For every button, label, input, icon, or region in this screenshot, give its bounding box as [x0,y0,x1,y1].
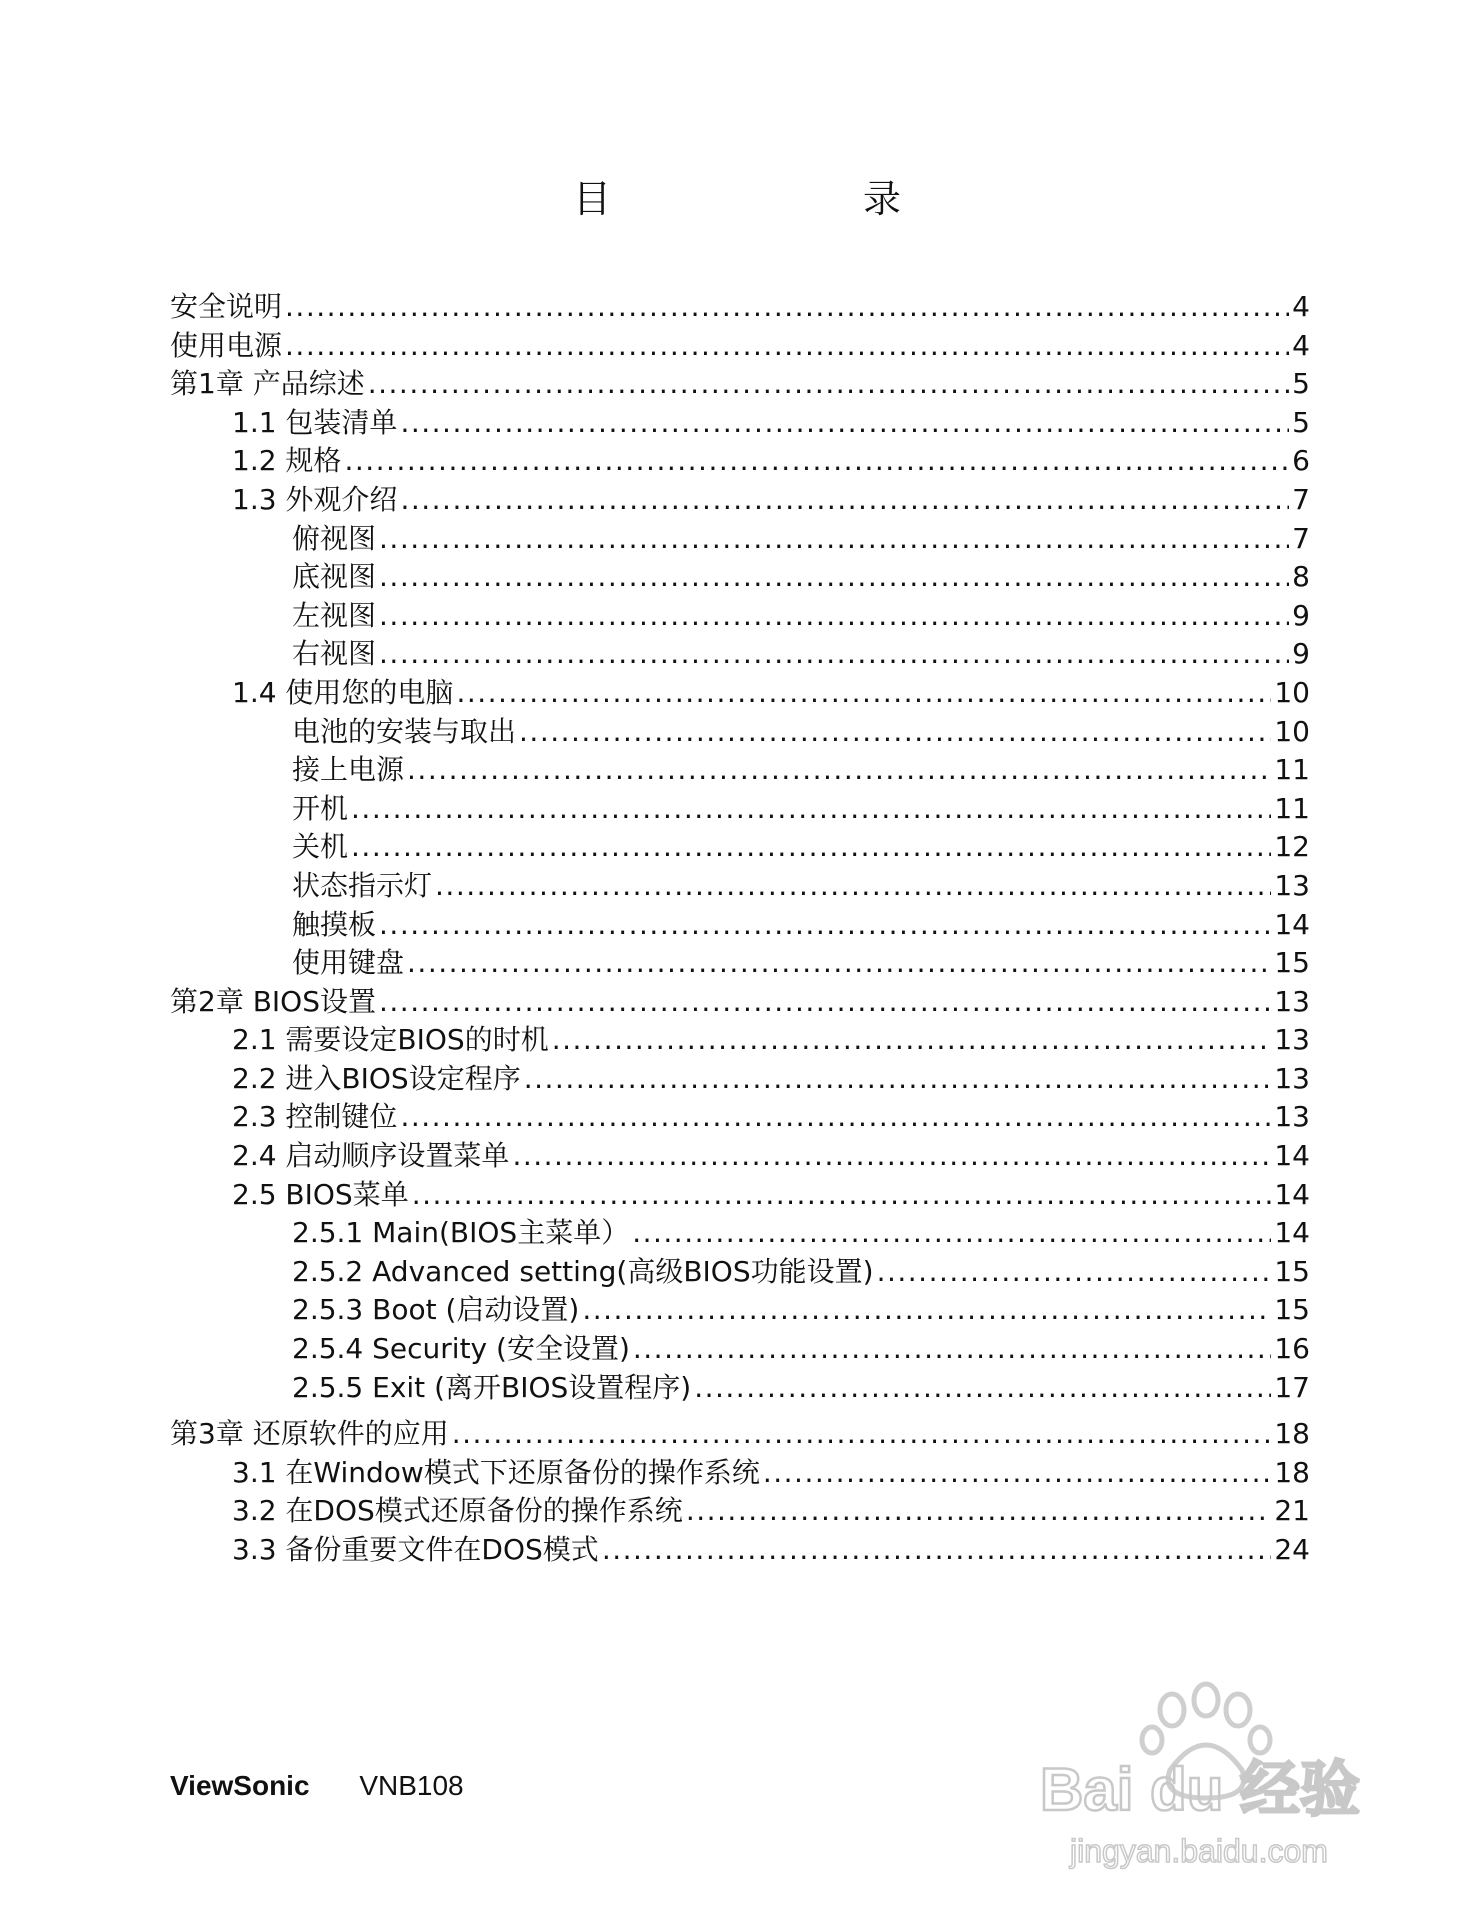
toc-page-number: 14 [1274,1177,1310,1211]
toc-dot-leader [519,713,1271,752]
toc-entry [170,635,1310,674]
toc-entry-title: 触摸板 [292,907,377,941]
toc-page-number: 4 [1292,290,1310,323]
toc-page-number: 15 [1274,1254,1310,1288]
toc-page-number: 7 [1292,482,1310,516]
toc-entry [170,674,1310,713]
toc-entry [170,1454,1310,1493]
toc-dot-leader [407,751,1271,790]
toc-page-number: 5 [1292,405,1310,439]
toc-entry [170,1291,1310,1330]
toc-entry [170,1214,1310,1253]
toc-dot-leader [412,1176,1272,1215]
toc-entry [170,1137,1310,1176]
toc-page-number: 8 [1292,560,1310,594]
toc-page-number: 5 [1292,367,1310,401]
toc-page-number: 17 [1274,1370,1310,1404]
toc-page-number: 15 [1274,1293,1310,1327]
toc-entry-title: 接上电源 [292,753,405,787]
toc-entry [170,404,1310,443]
toc-entry-title: 第3章 还原软件的应用 [170,1417,449,1451]
toc-entry [170,867,1310,906]
page-title: 目 录 [572,177,1022,221]
toc-dot-leader [285,288,1289,327]
toc-entry [170,1492,1310,1531]
toc-page-number: 21 [1274,1494,1310,1528]
footer-model: VNB108 [359,1770,464,1801]
toc-page-number: 6 [1292,444,1310,478]
toc-entry-title: 安全说明 [170,290,283,323]
toc-entry [170,1021,1310,1060]
toc-page-number: 16 [1274,1332,1310,1366]
toc-entry [170,713,1310,752]
toc-dot-leader [582,1291,1271,1330]
toc-dot-leader [379,597,1289,636]
toc-dot-leader [632,1214,1271,1253]
toc-entry [170,442,1310,481]
toc-page-number: 12 [1274,830,1310,864]
toc-dot-leader [524,1060,1272,1099]
toc-dot-leader [379,906,1271,945]
toc-entry [170,983,1310,1022]
footer-brand: ViewSonic [170,1770,310,1801]
toc-dot-leader [285,327,1289,366]
toc-page-number: 13 [1274,1023,1310,1057]
toc-entry [170,520,1310,559]
toc-entry [170,288,1310,327]
toc-entry-title: 2.3 控制键位 [232,1100,398,1134]
toc-entry-title: 2.5.4 Security (安全设置) [292,1332,630,1366]
toc-dot-leader [877,1253,1272,1292]
toc-dot-leader [400,481,1289,520]
table-of-contents [170,288,1310,1570]
toc-entry-title: 2.4 启动顺序设置菜单 [232,1139,510,1173]
toc-page-number: 14 [1274,1216,1310,1250]
toc-entry [170,1531,1310,1570]
toc-entry-title: 使用键盘 [292,946,405,980]
toc-entry-title: 状态指示灯 [292,868,433,902]
toc-entry [170,1253,1310,1292]
toc-dot-leader [351,790,1271,829]
toc-entry-title: 2.5.1 Main(BIOS主菜单） [292,1216,630,1250]
toc-entry [170,1098,1310,1137]
toc-entry-title: 俯视图 [292,521,377,555]
toc-dot-leader [686,1492,1272,1531]
baidu-jingyan-watermark-logo [1030,1680,1410,1880]
toc-page-number: 18 [1274,1455,1310,1489]
toc-dot-leader [400,1098,1271,1137]
toc-page-number: 11 [1274,791,1310,825]
toc-entry-title: 2.5.5 Exit (离开BIOS设置程序) [292,1370,692,1404]
toc-entry [170,1060,1310,1099]
toc-entry-title: 3.2 在DOS模式还原备份的操作系统 [232,1494,683,1528]
toc-dot-leader [763,1454,1272,1493]
toc-entry [170,1369,1310,1408]
toc-entry [170,1415,1310,1454]
toc-page-number: 14 [1274,907,1310,941]
toc-entry-title: 2.5.3 Boot (启动设置) [292,1293,580,1327]
toc-page-number: 24 [1274,1533,1310,1566]
toc-entry-title: 第1章 产品综述 [170,367,365,401]
toc-entry-title: 左视图 [292,598,377,632]
toc-page-number: 13 [1274,1100,1310,1134]
toc-dot-leader [512,1137,1271,1176]
toc-dot-leader [344,442,1289,481]
toc-entry-title: 2.2 进入BIOS设定程序 [232,1061,521,1095]
toc-entry-title: 3.3 备份重要文件在DOS模式 [232,1533,599,1566]
toc-page-number: 9 [1292,598,1310,632]
toc-page-number: 7 [1292,521,1310,555]
toc-entry-title: 2.5 BIOS菜单 [232,1177,409,1211]
toc-entry [170,944,1310,983]
toc-entry-title: 右视图 [292,637,377,671]
toc-dot-leader [456,674,1271,713]
toc-entry [170,481,1310,520]
watermark-url-text: jingyan.baidu.com [1070,1833,1328,1869]
toc-entry [170,558,1310,597]
toc-entry [170,828,1310,867]
toc-page-number: 13 [1274,868,1310,902]
toc-entry [170,597,1310,636]
toc-page-number: 11 [1274,753,1310,787]
toc-dot-leader [452,1415,1272,1454]
toc-entry [170,751,1310,790]
toc-page-number: 10 [1274,675,1310,709]
toc-dot-leader [694,1369,1271,1408]
toc-dot-leader [368,365,1289,404]
toc-page-number: 4 [1292,328,1310,362]
toc-entry [170,1176,1310,1215]
toc-page-number: 13 [1274,984,1310,1018]
toc-entry-title: 关机 [292,830,349,864]
toc-entry-title: 1.3 外观介绍 [232,482,398,516]
toc-page-number: 14 [1274,1139,1310,1173]
toc-page-number: 15 [1274,946,1310,980]
toc-entry-title: 3.1 在Window模式下还原备份的操作系统 [232,1455,760,1489]
toc-entry-title: 开机 [292,791,349,825]
toc-entry-title: 底视图 [292,560,377,594]
toc-dot-leader [379,558,1289,597]
toc-dot-leader [602,1531,1272,1570]
toc-dot-leader [400,404,1289,443]
toc-entry-title: 1.4 使用您的电脑 [232,675,454,709]
toc-entry-title: 2.1 需要设定BIOS的时机 [232,1023,549,1057]
toc-entry-title: 1.2 规格 [232,444,342,478]
footer [170,1770,464,1802]
toc-dot-leader [435,867,1271,906]
toc-entry [170,906,1310,945]
toc-entry-title: 第2章 BIOS设置 [170,984,376,1018]
toc-page-number: 18 [1274,1417,1310,1451]
toc-dot-leader [379,520,1289,559]
toc-entry-title: 2.5.2 Advanced setting(高级BIOS功能设置) [292,1254,874,1288]
toc-entry-title: 使用电源 [170,328,283,362]
toc-page-number: 9 [1292,637,1310,671]
toc-page-number: 10 [1274,714,1310,748]
toc-dot-leader [379,635,1289,674]
toc-entry [170,790,1310,829]
toc-dot-leader [351,828,1271,867]
toc-dot-leader [379,983,1271,1022]
toc-entry-title: 电池的安装与取出 [292,714,517,748]
toc-page-number: 13 [1274,1061,1310,1095]
watermark-logo-text: Bai du 经验 [1040,1756,1361,1823]
toc-entry [170,327,1310,366]
toc-entry [170,365,1310,404]
toc-entry [170,1330,1310,1369]
toc-dot-leader [407,944,1271,983]
toc-dot-leader [633,1330,1271,1369]
toc-entry-title: 1.1 包装清单 [232,405,398,439]
toc-dot-leader [552,1021,1272,1060]
